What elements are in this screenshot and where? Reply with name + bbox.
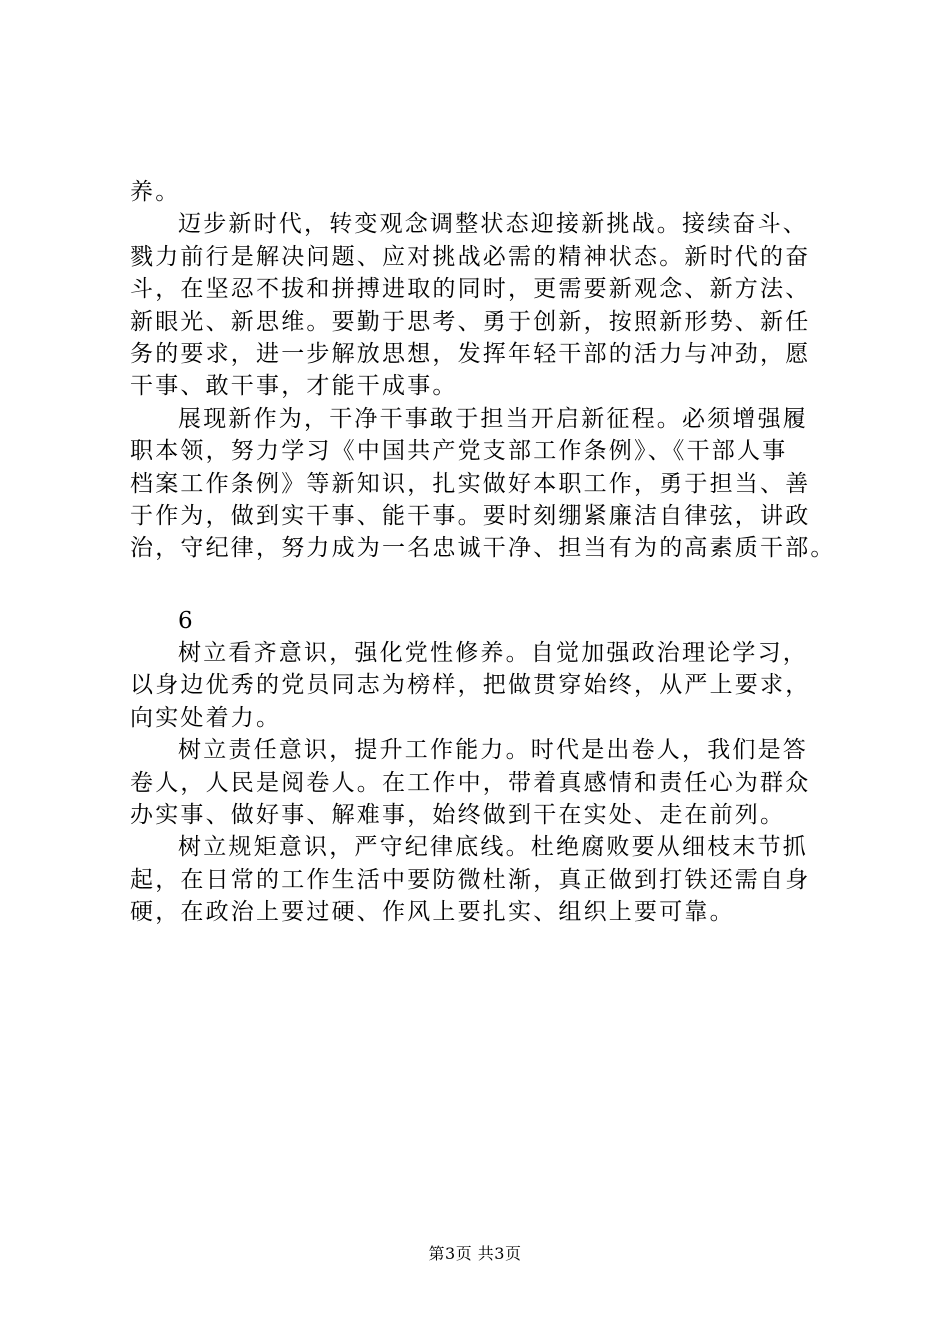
text-line: 树立责任意识，提升工作能力。时代是出卷人，我们是答 bbox=[178, 737, 808, 764]
text-line: 起，在日常的工作生活中要防微杜渐，真正做到打铁还需自身 bbox=[130, 866, 811, 893]
text-line: 展现新作为，干净干事敢于担当开启新征程。必须增强履 bbox=[178, 405, 808, 432]
text-line: 于作为，做到实干事、能干事。要时刻绷紧廉洁自律弦，讲政 bbox=[130, 502, 811, 529]
text-line: 戮力前行是解决问题、应对挑战必需的精神状态。新时代的奋 bbox=[130, 243, 811, 270]
text-line: 干事、敢干事，才能干成事。 bbox=[130, 373, 458, 400]
text-line: 向实处着力。 bbox=[130, 704, 282, 731]
text-line: 治，守纪律，努力成为一名忠诚干净、担当有为的高素质干部。 bbox=[130, 535, 836, 562]
text-line: 务的要求，进一步解放思想，发挥年轻干部的活力与冲劲，愿 bbox=[130, 340, 811, 367]
document-body bbox=[130, 176, 850, 929]
text-line: 硬，在政治上要过硬、作风上要扎实、组织上要可靠。 bbox=[130, 899, 735, 926]
text-line: 办实事、做好事、解难事，始终做到干在实处、走在前列。 bbox=[130, 802, 786, 829]
text-line: 卷人，人民是阅卷人。在工作中，带着真感情和责任心为群众 bbox=[130, 769, 811, 796]
section-gap bbox=[130, 565, 850, 605]
page-footer: 第3页 共3页 bbox=[428, 1244, 522, 1263]
text-line: 养。 bbox=[130, 179, 181, 205]
text-line: 新眼光、新思维。要勤于思考、勇于创新，按照新形势、新任 bbox=[130, 308, 811, 335]
text-line: 树立规矩意识，严守纪律底线。杜绝腐败要从细枝末节抓 bbox=[178, 834, 808, 861]
text-line: 迈步新时代，转变观念调整状态迎接新挑战。接续奋斗、 bbox=[178, 211, 808, 238]
text-line: 树立看齐意识，强化党性修养。自觉加强政治理论学习， bbox=[178, 640, 808, 667]
text-line: 职本领，努力学习《中国共产党支部工作条例》、《干部人事 bbox=[130, 438, 788, 465]
paragraph-group-after bbox=[130, 637, 850, 929]
text-line: 以身边优秀的党员同志为榜样，把做贯穿始终，从严上要求， bbox=[130, 672, 811, 699]
text-line: 档案工作条例》等新知识，扎实做好本职工作，勇于担当、善 bbox=[130, 470, 811, 497]
paragraph-group-before bbox=[130, 176, 850, 565]
text-line: 斗，在坚忍不拔和拼搏进取的同时，更需要新观念、新方法、 bbox=[130, 276, 811, 303]
section-number: 6 bbox=[178, 607, 193, 634]
